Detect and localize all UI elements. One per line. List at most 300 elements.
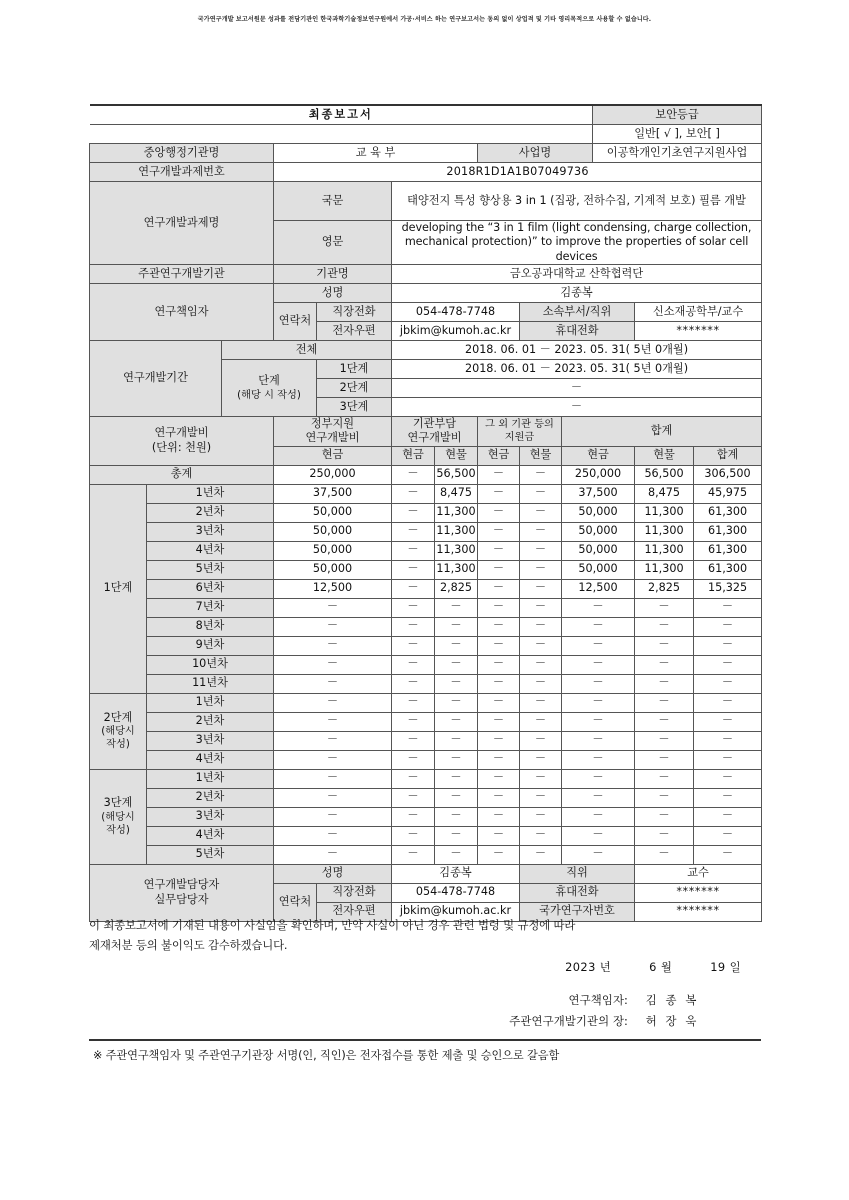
budget-cell-sum-inkind: 11,300	[635, 503, 694, 522]
budget-year-row	[90, 845, 762, 864]
program-value: 이공학개인기초연구지원사업	[593, 144, 762, 163]
budget-cell-other-cash: －	[478, 522, 520, 541]
manager-label-l2: 실무담당자	[154, 892, 209, 906]
budget-cell-org-cash: －	[392, 750, 435, 769]
budget-year-label: 5년차	[147, 845, 274, 864]
manager-mobile-label: 휴대전화	[520, 883, 635, 902]
phase1-value: 2018. 06. 01 － 2023. 05. 31( 5년 0개월)	[392, 359, 762, 378]
budget-total-sum-inkind: 56,500	[635, 465, 694, 484]
budget-cell-sum-total: －	[694, 807, 762, 826]
signature-row-org	[89, 1011, 699, 1032]
budget-cell-gov-cash: 50,000	[274, 560, 392, 579]
budget-total-sum-all: 306,500	[694, 465, 762, 484]
budget-cell-org-inkind: －	[435, 750, 478, 769]
budget-sub-gov-cash: 현금	[274, 446, 392, 465]
budget-cell-sum-inkind: －	[635, 750, 694, 769]
budget-year-row	[90, 522, 762, 541]
budget-cell-gov-cash: －	[274, 769, 392, 788]
budget-cell-gov-cash: 50,000	[274, 541, 392, 560]
budget-cell-other-inkind: －	[520, 560, 562, 579]
budget-cell-other-cash: －	[478, 674, 520, 693]
budget-cell-other-cash: －	[478, 598, 520, 617]
budget-cell-sum-inkind: 2,825	[635, 579, 694, 598]
manager-label	[90, 864, 274, 921]
budget-cell-sum-inkind: 11,300	[635, 541, 694, 560]
budget-cell-org-cash: －	[392, 807, 435, 826]
budget-cell-sum-total: 61,300	[694, 560, 762, 579]
budget-cell-sum-total: 61,300	[694, 503, 762, 522]
budget-cell-sum-cash: －	[562, 731, 635, 750]
declaration-line-1: 이 최종보고서에 기재된 내용이 사실임을 확인하며, 만약 사실이 아닌 경우 관련 법령 및 규정에 따라	[89, 918, 576, 932]
budget-year-label: 3년차	[147, 522, 274, 541]
budget-cell-other-cash: －	[478, 788, 520, 807]
budget-cell-org-inkind: －	[435, 598, 478, 617]
budget-group-sum: 합계	[562, 416, 762, 446]
budget-cell-sum-cash: －	[562, 712, 635, 731]
stage3-rows	[90, 769, 762, 864]
budget-cell-sum-total: －	[694, 655, 762, 674]
researcher-no-label: 국가연구자번호	[520, 902, 635, 921]
budget-cell-sum-cash: －	[562, 693, 635, 712]
budget-cell-gov-cash: －	[274, 712, 392, 731]
budget-cell-other-cash: －	[478, 636, 520, 655]
budget-cell-other-inkind: －	[520, 484, 562, 503]
budget-cell-other-inkind: －	[520, 807, 562, 826]
budget-cell-sum-cash: －	[562, 769, 635, 788]
budget-cell-org-inkind: 11,300	[435, 560, 478, 579]
budget-cell-sum-total: －	[694, 769, 762, 788]
period-phase-label-sub: (해당 시 작성)	[237, 389, 301, 401]
declaration-text	[89, 916, 761, 955]
period-total-value: 2018. 06. 01 － 2023. 05. 31( 5년 0개월)	[392, 340, 762, 359]
budget-label-main: 연구개발비	[154, 426, 209, 440]
manager-name-label: 성명	[274, 864, 392, 883]
budget-year-row	[90, 788, 762, 807]
budget-group-org	[392, 416, 478, 446]
phase3-value: －	[392, 397, 762, 416]
org-name-label: 기관명	[274, 264, 392, 283]
budget-cell-org-inkind: 11,300	[435, 541, 478, 560]
budget-year-row	[90, 484, 762, 503]
budget-cell-sum-inkind: 11,300	[635, 522, 694, 541]
budget-cell-org-inkind: 11,300	[435, 522, 478, 541]
budget-cell-sum-total: －	[694, 712, 762, 731]
signature-block	[89, 990, 761, 1032]
budget-cell-sum-inkind: －	[635, 617, 694, 636]
budget-stage-label	[90, 769, 147, 864]
stage1-rows	[90, 484, 762, 693]
budget-cell-sum-cash: －	[562, 750, 635, 769]
budget-cell-org-cash: －	[392, 788, 435, 807]
budget-cell-sum-cash: －	[562, 598, 635, 617]
budget-year-row	[90, 655, 762, 674]
budget-year-label: 7년차	[147, 598, 274, 617]
phase2-value: －	[392, 378, 762, 397]
budget-year-label: 2년차	[147, 712, 274, 731]
budget-total-org-inkind: 56,500	[435, 465, 478, 484]
budget-cell-other-inkind: －	[520, 769, 562, 788]
contact-label: 연락처	[274, 302, 317, 340]
budget-cell-sum-inkind: －	[635, 731, 694, 750]
budget-year-label: 9년차	[147, 636, 274, 655]
budget-cell-gov-cash: 50,000	[274, 522, 392, 541]
budget-cell-other-cash: －	[478, 731, 520, 750]
date-year: 2023 년	[565, 960, 612, 974]
budget-sub-other-cash: 현금	[478, 446, 520, 465]
budget-year-label: 4년차	[147, 541, 274, 560]
project-no-label: 연구개발과제번호	[90, 163, 274, 182]
manager-label-l1: 연구개발담당자	[143, 878, 220, 892]
budget-cell-sum-total: －	[694, 693, 762, 712]
budget-sub-org-cash: 현금	[392, 446, 435, 465]
budget-year-label: 3년차	[147, 731, 274, 750]
budget-cell-gov-cash: －	[274, 826, 392, 845]
budget-year-row	[90, 579, 762, 598]
budget-cell-sum-inkind: 11,300	[635, 560, 694, 579]
budget-year-row	[90, 598, 762, 617]
budget-cell-sum-inkind: －	[635, 712, 694, 731]
budget-cell-org-cash: －	[392, 617, 435, 636]
mobile-label: 휴대전화	[520, 321, 635, 340]
budget-cell-other-inkind: －	[520, 674, 562, 693]
budget-year-row	[90, 560, 762, 579]
security-row	[90, 125, 762, 144]
budget-group-gov-l1: 정부지원	[310, 416, 355, 430]
manager-contact-label: 연락처	[274, 883, 317, 921]
budget-total-sum-cash: 250,000	[562, 465, 635, 484]
budget-stage-label-sub2: 작성)	[106, 739, 130, 751]
budget-cell-org-inkind: －	[435, 826, 478, 845]
project-no-row	[90, 163, 762, 182]
budget-cell-other-inkind: －	[520, 712, 562, 731]
budget-year-row	[90, 674, 762, 693]
period-total-row	[90, 340, 762, 359]
budget-cell-sum-total: －	[694, 617, 762, 636]
signature-label-pi: 연구책임자:	[568, 993, 628, 1007]
en-label: 영문	[274, 221, 392, 265]
security-grade-label: 보안등급	[593, 105, 762, 125]
budget-cell-sum-inkind: －	[635, 845, 694, 864]
budget-cell-gov-cash: －	[274, 731, 392, 750]
budget-cell-other-inkind: －	[520, 541, 562, 560]
project-title-en: developing the “3 in 1 film (light condensing, charge collection, mechanical protection)” to improve the properties of solar cell devices	[392, 221, 762, 265]
office-phone-value: 054-478-7748	[392, 302, 520, 321]
agency-label: 중앙행정기관명	[90, 144, 274, 163]
budget-sub-sum-cash: 현금	[562, 446, 635, 465]
budget-cell-sum-inkind: －	[635, 807, 694, 826]
budget-cell-gov-cash: 37,500	[274, 484, 392, 503]
budget-cell-gov-cash: 12,500	[274, 579, 392, 598]
project-title-label: 연구개발과제명	[90, 182, 274, 265]
phase3-label: 3단계	[317, 397, 392, 416]
budget-year-label: 1년차	[147, 484, 274, 503]
budget-year-label: 2년차	[147, 788, 274, 807]
budget-cell-sum-total: 61,300	[694, 522, 762, 541]
budget-year-row	[90, 541, 762, 560]
budget-cell-sum-cash: 50,000	[562, 541, 635, 560]
period-phase-label-main: 단계	[258, 374, 280, 388]
budget-cell-sum-total: －	[694, 788, 762, 807]
budget-cell-other-cash: －	[478, 712, 520, 731]
signature-row-pi	[89, 990, 699, 1011]
budget-year-label: 6년차	[147, 579, 274, 598]
budget-group-other-l1: 그 외 기관 등의	[485, 419, 554, 431]
security-grade-value: 일반[ √ ], 보안[ ]	[593, 125, 762, 144]
budget-cell-org-inkind: －	[435, 769, 478, 788]
budget-cell-org-cash: －	[392, 826, 435, 845]
agency-row	[90, 144, 762, 163]
email-value: jbkim@kumoh.ac.kr	[392, 321, 520, 340]
budget-year-label: 1년차	[147, 769, 274, 788]
office-phone-label: 직장전화	[317, 302, 392, 321]
manager-position-value: 교수	[635, 864, 762, 883]
budget-cell-other-cash: －	[478, 769, 520, 788]
stage2-rows	[90, 693, 762, 769]
budget-cell-org-cash: －	[392, 503, 435, 522]
date-day: 19 일	[710, 960, 741, 974]
manager-name-value: 김종복	[392, 864, 520, 883]
budget-year-row	[90, 693, 762, 712]
budget-cell-sum-cash: 50,000	[562, 522, 635, 541]
signature-name-org: 허 장 욱	[645, 1013, 699, 1028]
budget-cell-sum-cash: －	[562, 807, 635, 826]
budget-cell-sum-total: －	[694, 636, 762, 655]
budget-cell-sum-cash: 50,000	[562, 560, 635, 579]
budget-cell-gov-cash: －	[274, 636, 392, 655]
budget-cell-org-cash: －	[392, 560, 435, 579]
budget-cell-other-cash: －	[478, 484, 520, 503]
budget-cell-gov-cash: －	[274, 845, 392, 864]
budget-cell-sum-inkind: －	[635, 826, 694, 845]
budget-group-other-l2: 지원금	[504, 432, 535, 444]
budget-group-other	[478, 416, 562, 446]
budget-cell-sum-inkind: －	[635, 598, 694, 617]
budget-stage-label	[90, 693, 147, 769]
host-org-label: 주관연구개발기관	[90, 264, 274, 283]
budget-cell-org-inkind: －	[435, 636, 478, 655]
phase1-label: 1단계	[317, 359, 392, 378]
budget-cell-other-inkind: －	[520, 845, 562, 864]
budget-sub-sum-inkind: 현물	[635, 446, 694, 465]
project-title-kr: 태양전지 특성 향상용 3 in 1 (집광, 전하수집, 기계적 보호) 필름 개발	[392, 182, 762, 221]
budget-year-label: 5년차	[147, 560, 274, 579]
budget-cell-gov-cash: －	[274, 598, 392, 617]
budget-cell-sum-cash: －	[562, 845, 635, 864]
budget-cell-sum-total: －	[694, 598, 762, 617]
budget-cell-org-cash: －	[392, 484, 435, 503]
budget-cell-other-cash: －	[478, 845, 520, 864]
budget-cell-other-inkind: －	[520, 693, 562, 712]
budget-cell-gov-cash: －	[274, 693, 392, 712]
budget-cell-org-cash: －	[392, 712, 435, 731]
budget-cell-sum-inkind: －	[635, 674, 694, 693]
manager-mobile-value: *******	[635, 883, 762, 902]
budget-cell-org-cash: －	[392, 693, 435, 712]
budget-cell-gov-cash: 50,000	[274, 503, 392, 522]
period-total-label: 전체	[222, 340, 392, 359]
budget-group-org-l1: 기관부담	[412, 416, 457, 430]
budget-year-row	[90, 769, 762, 788]
budget-year-row	[90, 712, 762, 731]
budget-cell-org-inkind: －	[435, 617, 478, 636]
project-no-value: 2018R1D1A1B07049736	[274, 163, 762, 182]
budget-cell-org-inkind: －	[435, 788, 478, 807]
pi-name-value: 김종복	[392, 283, 762, 302]
budget-label-unit: (단위: 천원)	[151, 440, 212, 454]
budget-cell-sum-total: 15,325	[694, 579, 762, 598]
budget-year-label: 2년차	[147, 503, 274, 522]
bottom-divider	[89, 1039, 761, 1041]
budget-year-row	[90, 617, 762, 636]
budget-stage-label-sub1: (해당시	[101, 811, 135, 823]
budget-cell-other-cash: －	[478, 560, 520, 579]
budget-cell-org-cash: －	[392, 674, 435, 693]
budget-sub-sum-total: 합계	[694, 446, 762, 465]
budget-cell-sum-total: 61,300	[694, 541, 762, 560]
budget-year-label: 10년차	[147, 655, 274, 674]
manager-name-row	[90, 864, 762, 883]
kr-label: 국문	[274, 182, 392, 221]
budget-cell-org-inkind: 8,475	[435, 484, 478, 503]
title-row	[90, 105, 762, 125]
budget-cell-org-inkind: 2,825	[435, 579, 478, 598]
budget-cell-gov-cash: －	[274, 807, 392, 826]
budget-cell-other-cash: －	[478, 693, 520, 712]
budget-year-row	[90, 826, 762, 845]
budget-stage-label-sub1: (해당시	[101, 726, 135, 738]
budget-cell-sum-inkind: －	[635, 636, 694, 655]
budget-cell-other-inkind: －	[520, 598, 562, 617]
pi-label: 연구책임자	[90, 283, 274, 340]
budget-cell-gov-cash: －	[274, 750, 392, 769]
budget-cell-other-cash: －	[478, 655, 520, 674]
budget-cell-gov-cash: －	[274, 655, 392, 674]
budget-cell-other-cash: －	[478, 541, 520, 560]
budget-total-other-inkind: －	[520, 465, 562, 484]
declaration-line-2: 제재처분 등의 불이익도 감수하겠습니다.	[89, 937, 288, 952]
budget-cell-sum-cash: －	[562, 826, 635, 845]
budget-cell-other-inkind: －	[520, 750, 562, 769]
budget-cell-sum-total: －	[694, 826, 762, 845]
budget-cell-sum-cash: －	[562, 788, 635, 807]
budget-stage-label-main: 1단계	[103, 581, 133, 595]
budget-cell-sum-total: －	[694, 845, 762, 864]
budget-cell-org-inkind: 11,300	[435, 503, 478, 522]
budget-year-label: 4년차	[147, 826, 274, 845]
budget-year-row	[90, 807, 762, 826]
budget-cell-sum-inkind: －	[635, 693, 694, 712]
page-title: 최종보고서	[90, 105, 593, 125]
budget-cell-sum-inkind: 8,475	[635, 484, 694, 503]
budget-cell-org-inkind: －	[435, 674, 478, 693]
budget-cell-other-cash: －	[478, 617, 520, 636]
date-month: 6 월	[649, 960, 673, 974]
budget-cell-other-cash: －	[478, 503, 520, 522]
footnote-text: ※ 주관연구책임자 및 주관연구기관장 서명(인, 직인)은 전자접수를 통한 제출 및 승인으로 갈음함	[93, 1049, 560, 1062]
budget-cell-sum-cash: 50,000	[562, 503, 635, 522]
budget-cell-sum-total: －	[694, 674, 762, 693]
budget-total-label: 총계	[90, 465, 274, 484]
budget-cell-sum-cash: －	[562, 617, 635, 636]
budget-cell-other-inkind: －	[520, 617, 562, 636]
budget-cell-other-inkind: －	[520, 788, 562, 807]
budget-cell-org-inkind: －	[435, 712, 478, 731]
dept-position-value: 신소재공학부/교수	[635, 302, 762, 321]
budget-cell-other-inkind: －	[520, 522, 562, 541]
budget-cell-sum-cash: －	[562, 655, 635, 674]
budget-year-row	[90, 503, 762, 522]
signature-name-pi: 김 종 복	[645, 993, 699, 1007]
budget-year-label: 11년차	[147, 674, 274, 693]
budget-cell-sum-inkind: －	[635, 788, 694, 807]
budget-stage-label-main: 2단계	[103, 710, 133, 724]
budget-cell-org-cash: －	[392, 845, 435, 864]
host-org-row	[90, 264, 762, 283]
budget-group-org-l2: 연구개발비	[407, 431, 462, 445]
budget-cell-other-cash: －	[478, 750, 520, 769]
manager-email-value: jbkim@kumoh.ac.kr	[392, 902, 520, 921]
budget-sub-org-inkind: 현물	[435, 446, 478, 465]
researcher-no-value: *******	[635, 902, 762, 921]
email-label: 전자우편	[317, 321, 392, 340]
budget-cell-org-cash: －	[392, 655, 435, 674]
budget-cell-org-cash: －	[392, 636, 435, 655]
budget-year-row	[90, 636, 762, 655]
budget-cell-sum-total: －	[694, 750, 762, 769]
budget-cell-sum-cash: 37,500	[562, 484, 635, 503]
budget-cell-org-inkind: －	[435, 807, 478, 826]
budget-cell-org-inkind: －	[435, 693, 478, 712]
budget-cell-org-inkind: －	[435, 845, 478, 864]
budget-cell-gov-cash: －	[274, 617, 392, 636]
budget-group-gov-l2: 연구개발비	[305, 431, 360, 445]
phase2-label: 2단계	[317, 378, 392, 397]
budget-sub-other-inkind: 현물	[520, 446, 562, 465]
copyright-disclaimer: 국가연구개발 보고서원문 성과를 전담기관인 한국과학기술정보연구원에서 가공·서비스 하는 연구보고서는 동의 없이 상업적 및 기타 영리목적으로 사용할 수 없습니다.	[197, 16, 652, 23]
pi-name-label: 성명	[274, 283, 392, 302]
period-phase-label	[222, 359, 317, 416]
budget-year-row	[90, 750, 762, 769]
budget-cell-sum-inkind: －	[635, 769, 694, 788]
budget-cell-org-cash: －	[392, 522, 435, 541]
budget-cell-org-cash: －	[392, 598, 435, 617]
budget-year-row	[90, 731, 762, 750]
project-title-kr-row	[90, 182, 762, 221]
budget-cell-org-cash: －	[392, 541, 435, 560]
budget-cell-sum-cash: －	[562, 636, 635, 655]
budget-cell-other-inkind: －	[520, 636, 562, 655]
budget-label	[90, 416, 274, 465]
submission-date	[89, 959, 761, 975]
program-label: 사업명	[478, 144, 593, 163]
budget-cell-org-cash: －	[392, 731, 435, 750]
period-label: 연구개발기간	[90, 340, 222, 416]
budget-year-label: 8년차	[147, 617, 274, 636]
budget-cell-sum-cash: －	[562, 674, 635, 693]
pi-name-row	[90, 283, 762, 302]
budget-cell-sum-total: 45,975	[694, 484, 762, 503]
budget-cell-org-inkind: －	[435, 731, 478, 750]
budget-group-gov	[274, 416, 392, 446]
budget-cell-other-cash: －	[478, 807, 520, 826]
budget-cell-sum-inkind: －	[635, 655, 694, 674]
manager-email-label: 전자우편	[317, 902, 392, 921]
mobile-value: *******	[635, 321, 762, 340]
manager-office-phone-value: 054-478-7748	[392, 883, 520, 902]
budget-year-label: 4년차	[147, 750, 274, 769]
budget-stage-label-sub2: 작성)	[106, 824, 130, 836]
budget-total-row	[90, 465, 762, 484]
